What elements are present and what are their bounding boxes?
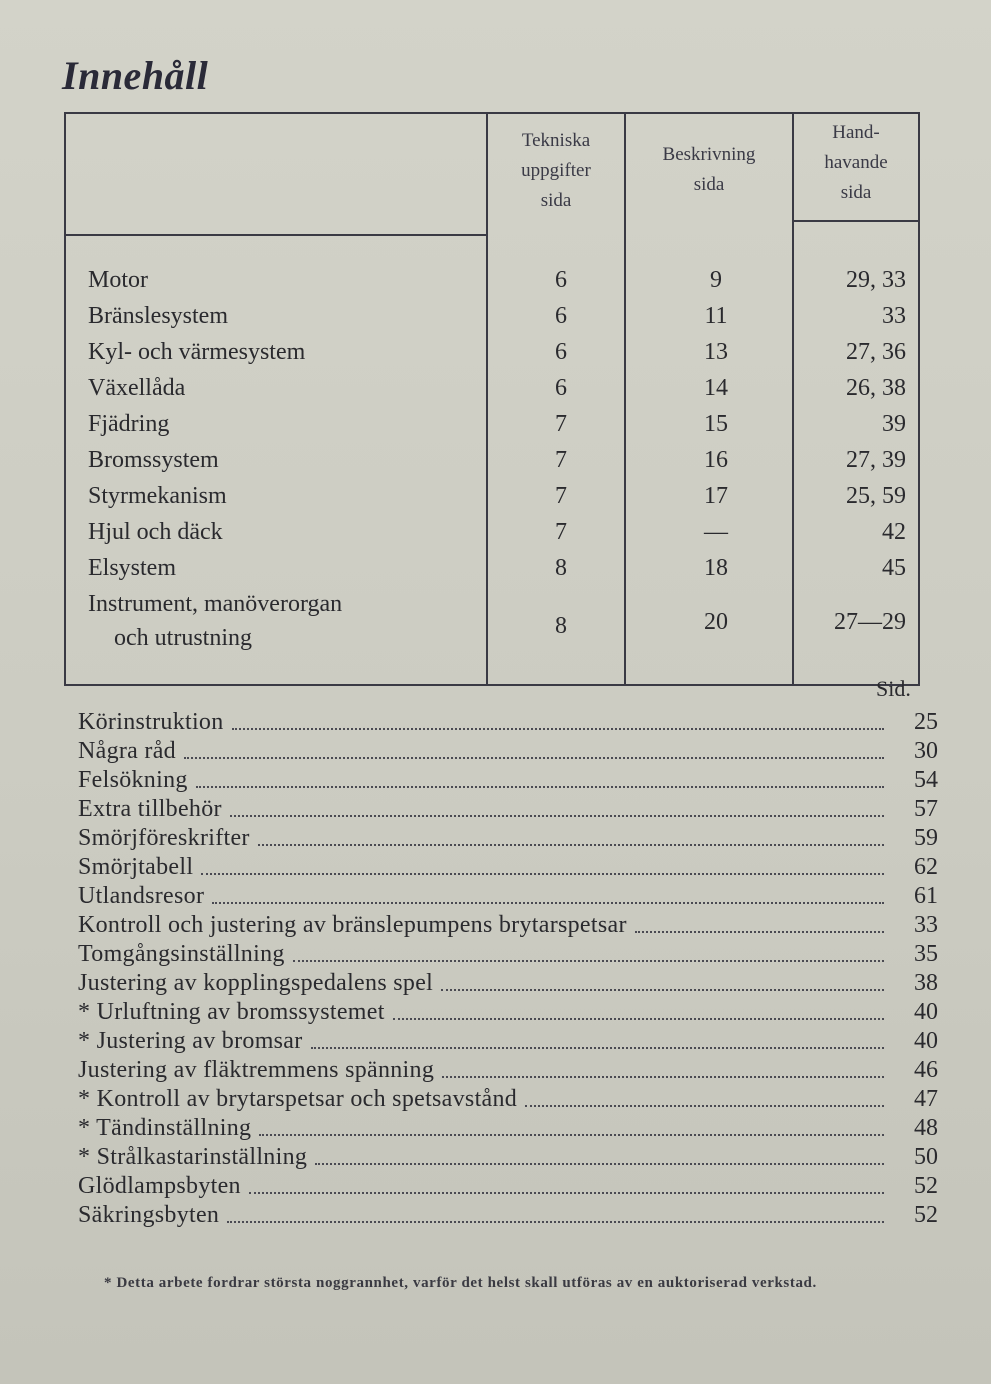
footnote: * Detta arbete fordrar största noggrannhet, varför det helst skall utföras av en auktoriserad verkstad. — [104, 1275, 817, 1291]
page-title: Innehåll — [62, 53, 209, 98]
list-item — [78, 1085, 938, 1114]
dot-leader — [230, 815, 884, 817]
item-page: 40 — [914, 999, 938, 1025]
dot-leader — [212, 902, 884, 904]
list-item — [78, 737, 938, 766]
row-label-continued: och utrustning — [114, 625, 252, 651]
row-value-c2: 17 — [704, 483, 728, 509]
row-value-c2: 20 — [704, 609, 728, 635]
table-row — [66, 370, 920, 406]
row-value-c3: 25, 59 — [846, 483, 906, 509]
header-rule — [66, 234, 486, 236]
dot-leader — [201, 873, 884, 875]
row-value-c2: — — [704, 519, 728, 545]
dot-leader — [227, 1221, 884, 1223]
item-name: Extra tillbehör — [78, 796, 222, 822]
row-label: Växellåda — [88, 375, 186, 401]
list-item — [78, 1027, 938, 1056]
column-header-tekniska: Tekniska uppgifter sida — [521, 130, 591, 211]
dot-leader — [635, 931, 884, 933]
item-page: 50 — [914, 1144, 938, 1170]
row-value-c3: 27—29 — [834, 609, 906, 635]
dot-leader — [258, 844, 884, 846]
table-row — [66, 442, 920, 478]
row-value-c2: 18 — [704, 555, 728, 581]
item-page: 38 — [914, 970, 938, 996]
list-item — [78, 882, 938, 911]
row-value-c3: 33 — [882, 303, 906, 329]
item-page: 40 — [914, 1028, 938, 1054]
table-row — [66, 550, 920, 586]
row-value-c3: 42 — [882, 519, 906, 545]
list-item — [78, 708, 938, 737]
item-name: Säkringsbyten — [78, 1202, 220, 1228]
row-label: Instrument, manöverorgan — [88, 591, 343, 617]
row-label: Kyl- och värmesystem — [88, 339, 306, 365]
dot-leader — [184, 757, 884, 759]
dot-leader — [525, 1105, 884, 1107]
list-item — [78, 853, 938, 882]
row-value-c1: 8 — [555, 555, 567, 581]
item-name: Några råd — [78, 738, 176, 764]
table-row — [66, 334, 920, 370]
item-page: 59 — [914, 825, 938, 851]
row-label: Styrmekanism — [88, 483, 227, 509]
row-value-c1: 6 — [555, 339, 567, 365]
item-name: Utlandsresor — [78, 883, 205, 909]
dot-leader — [442, 1076, 884, 1078]
item-page: 52 — [914, 1173, 938, 1199]
dot-leader — [315, 1163, 884, 1165]
list-item — [78, 824, 938, 853]
table-row — [66, 478, 920, 514]
row-value-c2: 13 — [704, 339, 728, 365]
item-page: 33 — [914, 912, 938, 938]
row-label: Bromssystem — [88, 447, 219, 473]
item-name: Justering av fläktremmens spänning — [78, 1057, 435, 1083]
list-item — [78, 766, 938, 795]
list-item — [78, 1201, 938, 1230]
row-value-c3: 29, 33 — [846, 267, 906, 293]
list-item — [78, 1114, 938, 1143]
item-page: 52 — [914, 1202, 938, 1228]
row-value-c1: 6 — [555, 267, 567, 293]
row-label: Elsystem — [88, 555, 176, 581]
item-page: 30 — [914, 738, 938, 764]
row-value-c1: 6 — [555, 303, 567, 329]
dot-leader — [196, 786, 884, 788]
row-value-c1: 7 — [555, 447, 567, 473]
table-row — [66, 514, 920, 550]
list-item — [78, 1143, 938, 1172]
item-page: 48 — [914, 1115, 938, 1141]
item-name: Glödlampsbyten — [78, 1173, 241, 1199]
item-name: Justering av kopplingspedalens spel — [78, 970, 434, 996]
list-item — [78, 969, 938, 998]
table-row — [66, 262, 920, 298]
row-label: Motor — [88, 267, 148, 293]
item-page: 46 — [914, 1057, 938, 1083]
section-list — [78, 708, 938, 1230]
column-header-beskrivning: Beskrivning sida — [662, 144, 756, 195]
row-label: Hjul och däck — [88, 519, 223, 545]
row-value-c1: 6 — [555, 375, 567, 401]
item-page: 54 — [914, 767, 938, 793]
table-row — [66, 586, 920, 651]
row-value-c1: 8 — [555, 613, 567, 639]
list-item — [78, 998, 938, 1027]
column-header-handhavande: Hand- havande sida — [824, 122, 888, 203]
dot-leader — [311, 1047, 884, 1049]
row-value-c1: 7 — [555, 411, 567, 437]
row-value-c2: 16 — [704, 447, 728, 473]
item-page: 61 — [914, 883, 938, 909]
item-name: * Urluftning av bromssystemet — [78, 999, 385, 1025]
list-item — [78, 795, 938, 824]
item-name: * Strålkastarinställning — [78, 1144, 308, 1170]
row-value-c3: 45 — [882, 555, 906, 581]
dot-leader — [259, 1134, 884, 1136]
row-value-c2: 15 — [704, 411, 728, 437]
item-page: 35 — [914, 941, 938, 967]
row-label: Bränslesystem — [88, 303, 228, 329]
dot-leader — [393, 1018, 884, 1020]
page-column-label: Sid. — [876, 676, 911, 701]
row-value-c3: 39 — [882, 411, 906, 437]
item-name: Smörjföreskrifter — [78, 825, 250, 851]
dot-leader — [232, 728, 884, 730]
row-value-c3: 27, 39 — [846, 447, 906, 473]
item-name: Kontroll och justering av bränslepumpens brytarspetsar — [78, 912, 627, 938]
row-value-c2: 14 — [704, 375, 728, 401]
row-value-c1: 7 — [555, 519, 567, 545]
list-item — [78, 940, 938, 969]
row-label: Fjädring — [88, 411, 170, 437]
row-value-c2: 9 — [710, 267, 722, 293]
item-name: Felsökning — [78, 767, 188, 793]
row-value-c3: 27, 36 — [846, 339, 906, 365]
list-item — [78, 1172, 938, 1201]
contents-table — [64, 112, 920, 686]
item-name: * Kontroll av brytarspetsar och spetsavstånd — [78, 1086, 518, 1112]
table-row — [66, 298, 920, 334]
item-name: Tomgångsinställning — [78, 941, 285, 967]
item-page: 62 — [914, 854, 938, 880]
row-value-c1: 7 — [555, 483, 567, 509]
list-item — [78, 1056, 938, 1085]
list-item — [78, 911, 938, 940]
table-row — [66, 406, 920, 442]
item-name: * Tändinställning — [78, 1115, 252, 1141]
item-name: Körinstruktion — [78, 709, 224, 735]
item-page: 25 — [914, 709, 938, 735]
dot-leader — [441, 989, 884, 991]
item-name: * Justering av bromsar — [78, 1028, 303, 1054]
header-rule — [792, 220, 920, 222]
row-value-c3: 26, 38 — [846, 375, 906, 401]
dot-leader — [293, 960, 884, 962]
row-value-c2: 11 — [704, 303, 728, 329]
item-page: 47 — [914, 1086, 938, 1112]
item-page: 57 — [914, 796, 938, 822]
item-name: Smörjtabell — [78, 854, 194, 880]
dot-leader — [249, 1192, 884, 1194]
